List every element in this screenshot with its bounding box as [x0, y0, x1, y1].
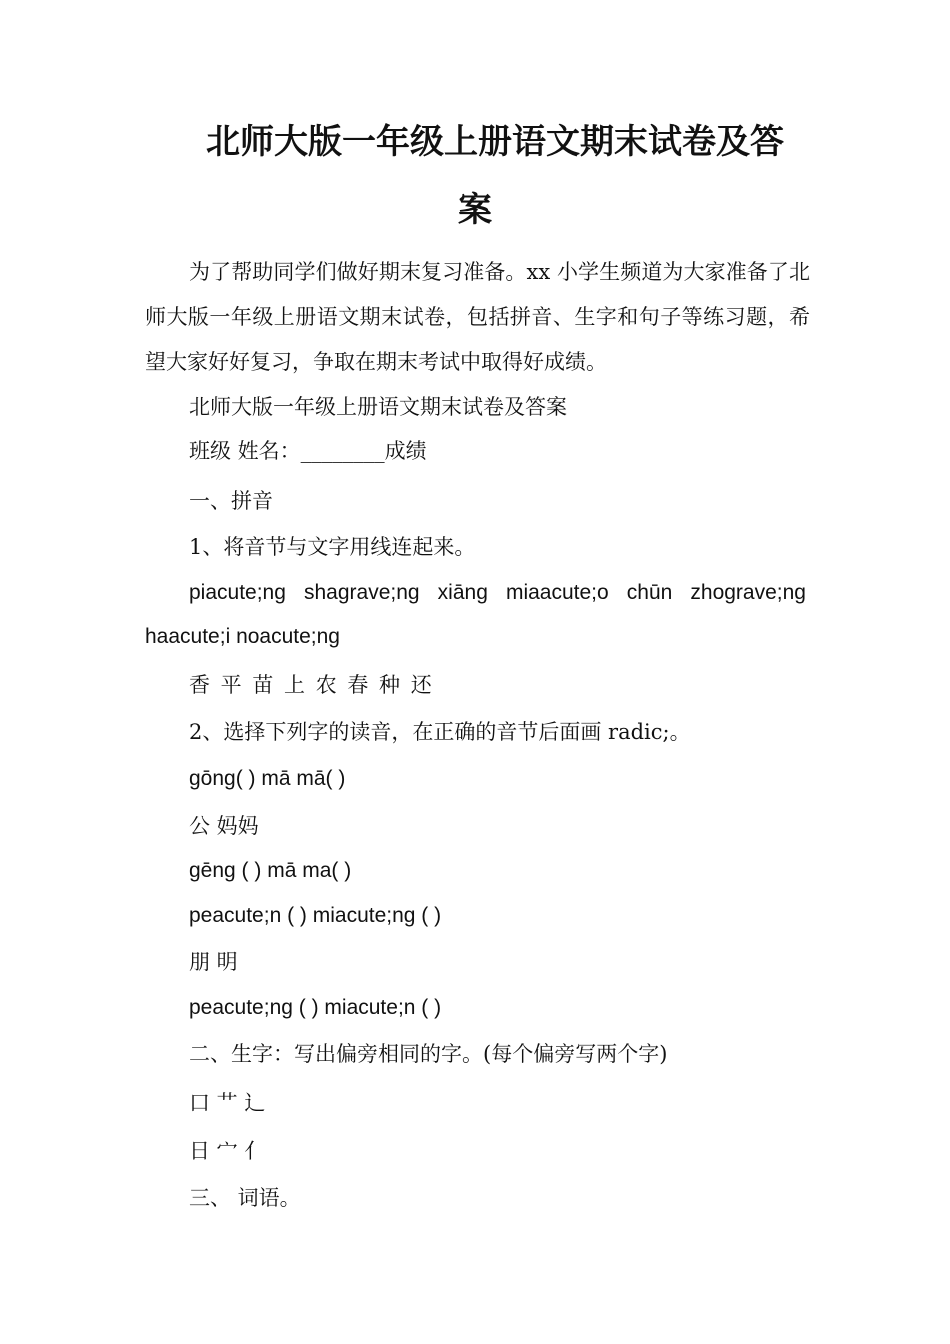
- question-2-line-1: gōng( ) mā mā( ): [189, 767, 346, 790]
- pinyin-item: piacute;ng: [189, 581, 286, 604]
- question-1: 1、将音节与文字用线连起来。: [189, 535, 476, 559]
- question-2-line-3: peacute;n ( ) miacute;ng ( ): [189, 904, 442, 927]
- section-1-heading: 一、拼音: [189, 489, 273, 513]
- pinyin-item: chūn: [626, 581, 673, 604]
- section-2-heading: 二、生字：写出偏旁相同的字。(每个偏旁写两个字): [189, 1042, 668, 1066]
- pinyin-row-continued: haacute;i noacute;ng: [145, 625, 340, 648]
- question-1-characters: 香 平 苗 上 农 春 种 还: [189, 673, 432, 697]
- pinyin-item: zhograve;ng: [690, 581, 806, 604]
- question-2-line-2: gēng ( ) mā ma( ): [189, 859, 352, 882]
- intro-paragraph: 为了帮助同学们做好期末复习准备。xx 小学生频道为大家准备了北师大版一年级上册语文期末试卷，包括拼音、生字和句子等练习题，希望大家好好复习，争取在期末考试中取得好成绩。: [145, 260, 810, 374]
- question-2-characters-2: 朋 明: [189, 950, 238, 974]
- pinyin-item: shagrave;ng: [304, 581, 420, 604]
- class-name-line: 班级 姓名：________成绩: [189, 439, 427, 463]
- pinyin-item: xiāng: [437, 581, 488, 604]
- radicals-line-2: 日 宀 亻: [189, 1139, 266, 1163]
- question-2-characters-1: 公 妈妈: [189, 814, 259, 838]
- document-title-line-2: 案: [458, 190, 492, 230]
- subtitle: 北师大版一年级上册语文期末试卷及答案: [189, 395, 567, 419]
- question-2: 2、选择下列字的读音，在正确的音节后面画 radic;。: [189, 720, 691, 744]
- pinyin-item: miaacute;o: [505, 581, 609, 604]
- section-3-heading: 三、 词语。: [189, 1186, 301, 1210]
- document-title-line-1: 北师大版一年级上册语文期末试卷及答: [206, 122, 784, 162]
- radicals-line-1: 口 艹 辶: [189, 1091, 266, 1115]
- pinyin-row: [189, 578, 806, 608]
- question-2-line-4: peacute;ng ( ) miacute;n ( ): [189, 996, 442, 1019]
